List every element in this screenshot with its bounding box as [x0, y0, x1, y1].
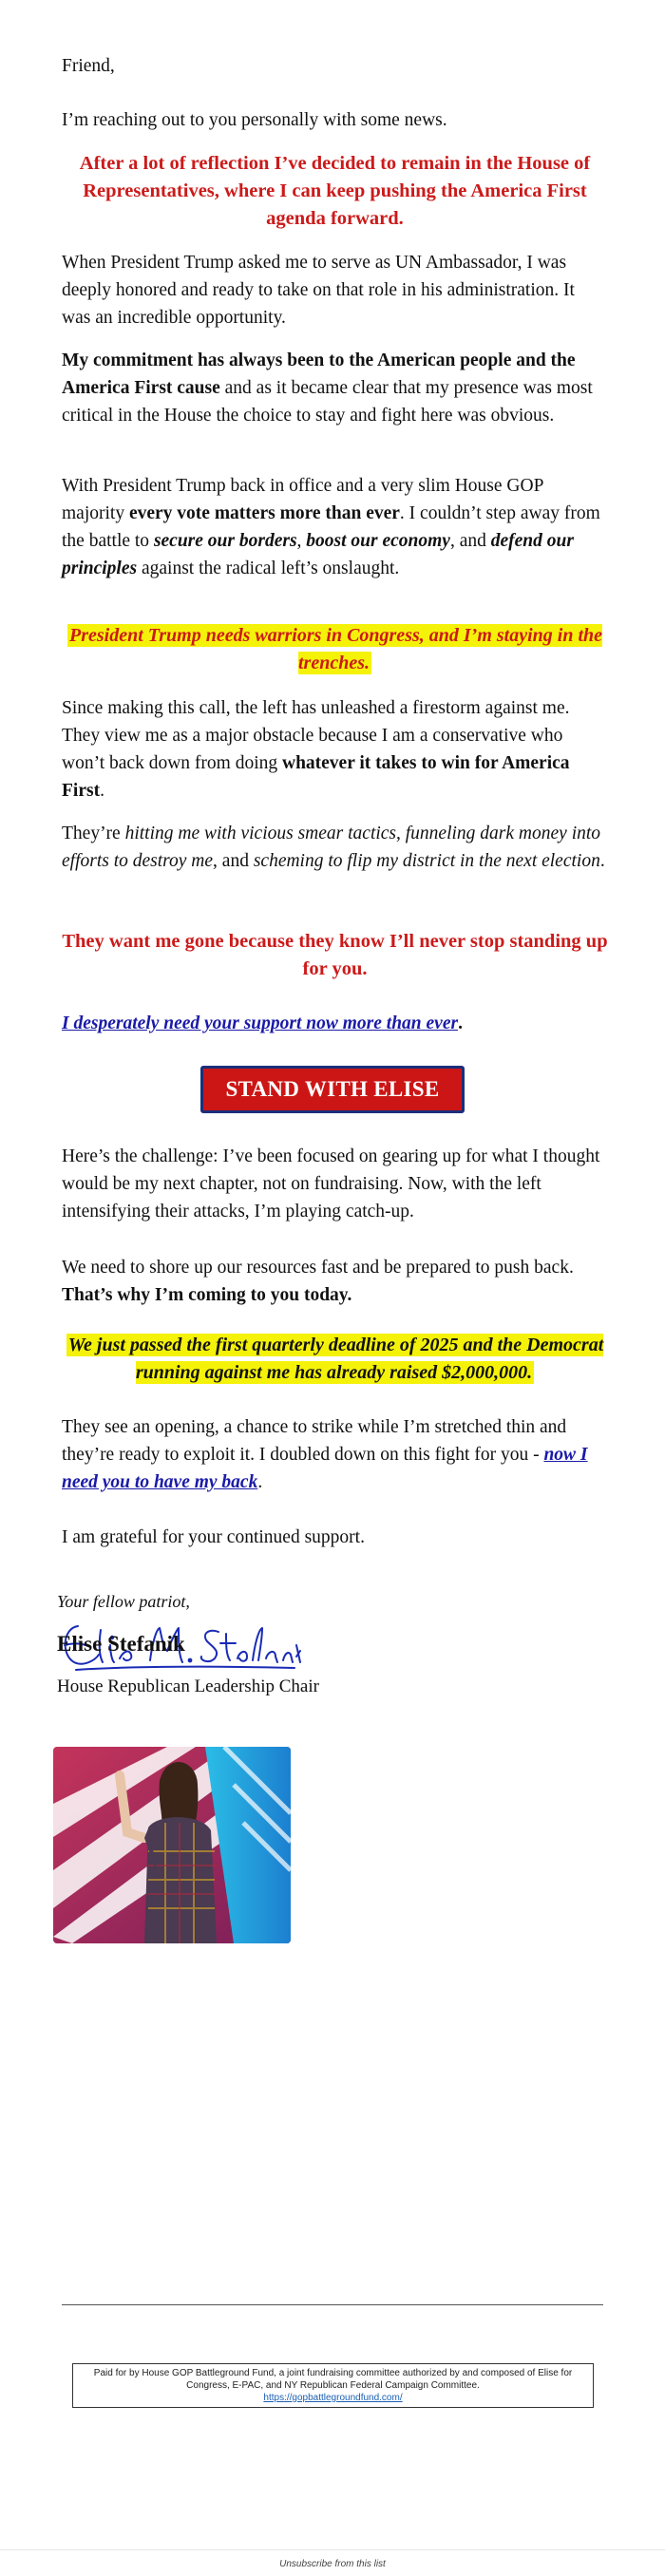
smear-paragraph: [62, 820, 608, 875]
majority-text-i: against the radical left’s onslaught.: [137, 559, 400, 578]
grateful-paragraph: I am grateful for your continued support.: [62, 1527, 365, 1547]
majority-paragraph: [62, 472, 608, 582]
commitment-bold: My commitment has always been to the American people and the America First cause: [62, 350, 576, 398]
opening-period: .: [257, 1472, 263, 1492]
intro-paragraph: I’m reaching out to you personally with some news.: [62, 110, 447, 130]
warriors-callout: [62, 622, 608, 677]
smear-text-c: , and: [213, 851, 254, 871]
have-my-back-link[interactable]: now I need you to have my back: [62, 1445, 588, 1492]
majority-text-c: . I couldn’t step away from the battle to: [62, 503, 600, 551]
want-me-gone-statement: They want me gone because they know I’ll never stop standing up for you.: [62, 931, 608, 979]
shore-up-paragraph: [62, 1254, 608, 1309]
smear-italic-d: scheming to flip my district in the next election: [253, 851, 600, 871]
commitment-paragraph: [62, 347, 608, 429]
closing-line: Your fellow patriot,: [57, 1592, 190, 1611]
firestorm-text: Since making this call, the left has unleashed a firestorm against me. They view me as a major obstacle because I am a conservative who won’t back down from doing: [62, 698, 570, 773]
majority-text-a: With President Trump back in office and a very slim House GOP majority: [62, 476, 543, 523]
defend-principles: defend our principles: [62, 531, 574, 578]
challenge-paragraph: Here’s the challenge: I’ve been focused on gearing up for what I thought would be my next chapter, not on fundraising. Now, with the left intensifying their attacks, I’m playing catch-up.: [62, 1146, 600, 1222]
support-line: [62, 1010, 608, 1037]
smear-italic-b: hitting me with vicious smear tactics, funneling dark money into efforts to destroy me: [62, 824, 601, 871]
shore-bold: That’s why I’m coming to you today.: [62, 1285, 352, 1305]
boost-economy: boost our economy: [306, 531, 450, 551]
disclaimer-text: Paid for by House GOP Battleground Fund, a joint fundraising committee authorized by and composed of Elise for Congress, E-PAC, and NY Republican Federal Campaign Committee.: [93, 2368, 573, 2391]
support-period: .: [458, 1013, 463, 1033]
battleground-fund-link[interactable]: https://gopbattlegroundfund.com/: [263, 2393, 403, 2403]
firestorm-paragraph: [62, 694, 608, 805]
deadline-highlight: We just passed the first quarterly deadline of 2025 and the Democrat running against me has already raised $2,000,000.: [67, 1335, 604, 1383]
unsubscribe-link[interactable]: Unsubscribe from this list: [279, 2559, 386, 2569]
smear-period: .: [599, 851, 605, 871]
need-support-link[interactable]: I desperately need your support now more than ever: [62, 1013, 459, 1033]
headline-announcement: After a lot of reflection I’ve decided to remain in the House of Representatives, where I can keep pushing the America First agenda forward.: [79, 153, 591, 229]
un-ambassador-paragraph: When President Trump asked me to serve as UN Ambassador, I was deeply honored and ready to take on that role in his administration. It was an incredible opportunity.: [62, 253, 575, 328]
firestorm-period: .: [100, 781, 104, 801]
majority-comma: ,: [296, 531, 307, 551]
opening-text: They see an opening, a chance to strike while I’m stretched thin and they’re ready to exploit it. I doubled down on this fight for you -: [62, 1417, 567, 1465]
firestorm-bold: whatever it takes to win for America First: [62, 753, 570, 801]
footer-divider: [62, 2304, 603, 2305]
signer-name: Elise Stefanik: [57, 1632, 185, 1656]
portrait-image-icon: [53, 1747, 291, 1943]
majority-bold: every vote matters more than ever: [128, 503, 400, 523]
stand-with-elise-button[interactable]: STAND WITH ELISE: [200, 1066, 465, 1113]
greeting: Friend,: [62, 56, 115, 76]
deadline-callout: [62, 1332, 608, 1387]
smear-text-a: They’re: [62, 824, 125, 843]
shore-text: We need to shore up our resources fast and be prepared to push back.: [62, 1258, 574, 1278]
majority-and: , and: [449, 531, 491, 551]
opening-paragraph: [62, 1413, 608, 1496]
signer-title: House Republican Leadership Chair: [57, 1676, 319, 1696]
secure-borders: secure our borders: [153, 531, 297, 551]
warriors-highlight: President Trump needs warriors in Congress, and I’m staying in the trenches.: [68, 625, 603, 673]
paid-for-disclaimer: [72, 2363, 594, 2408]
commitment-rest: and as it became clear that my presence was most critical in the House the choice to stay and fight here was obvious.: [62, 378, 593, 426]
unsubscribe-divider: [0, 2549, 665, 2550]
elise-stefanik-photo: [53, 1747, 291, 1943]
